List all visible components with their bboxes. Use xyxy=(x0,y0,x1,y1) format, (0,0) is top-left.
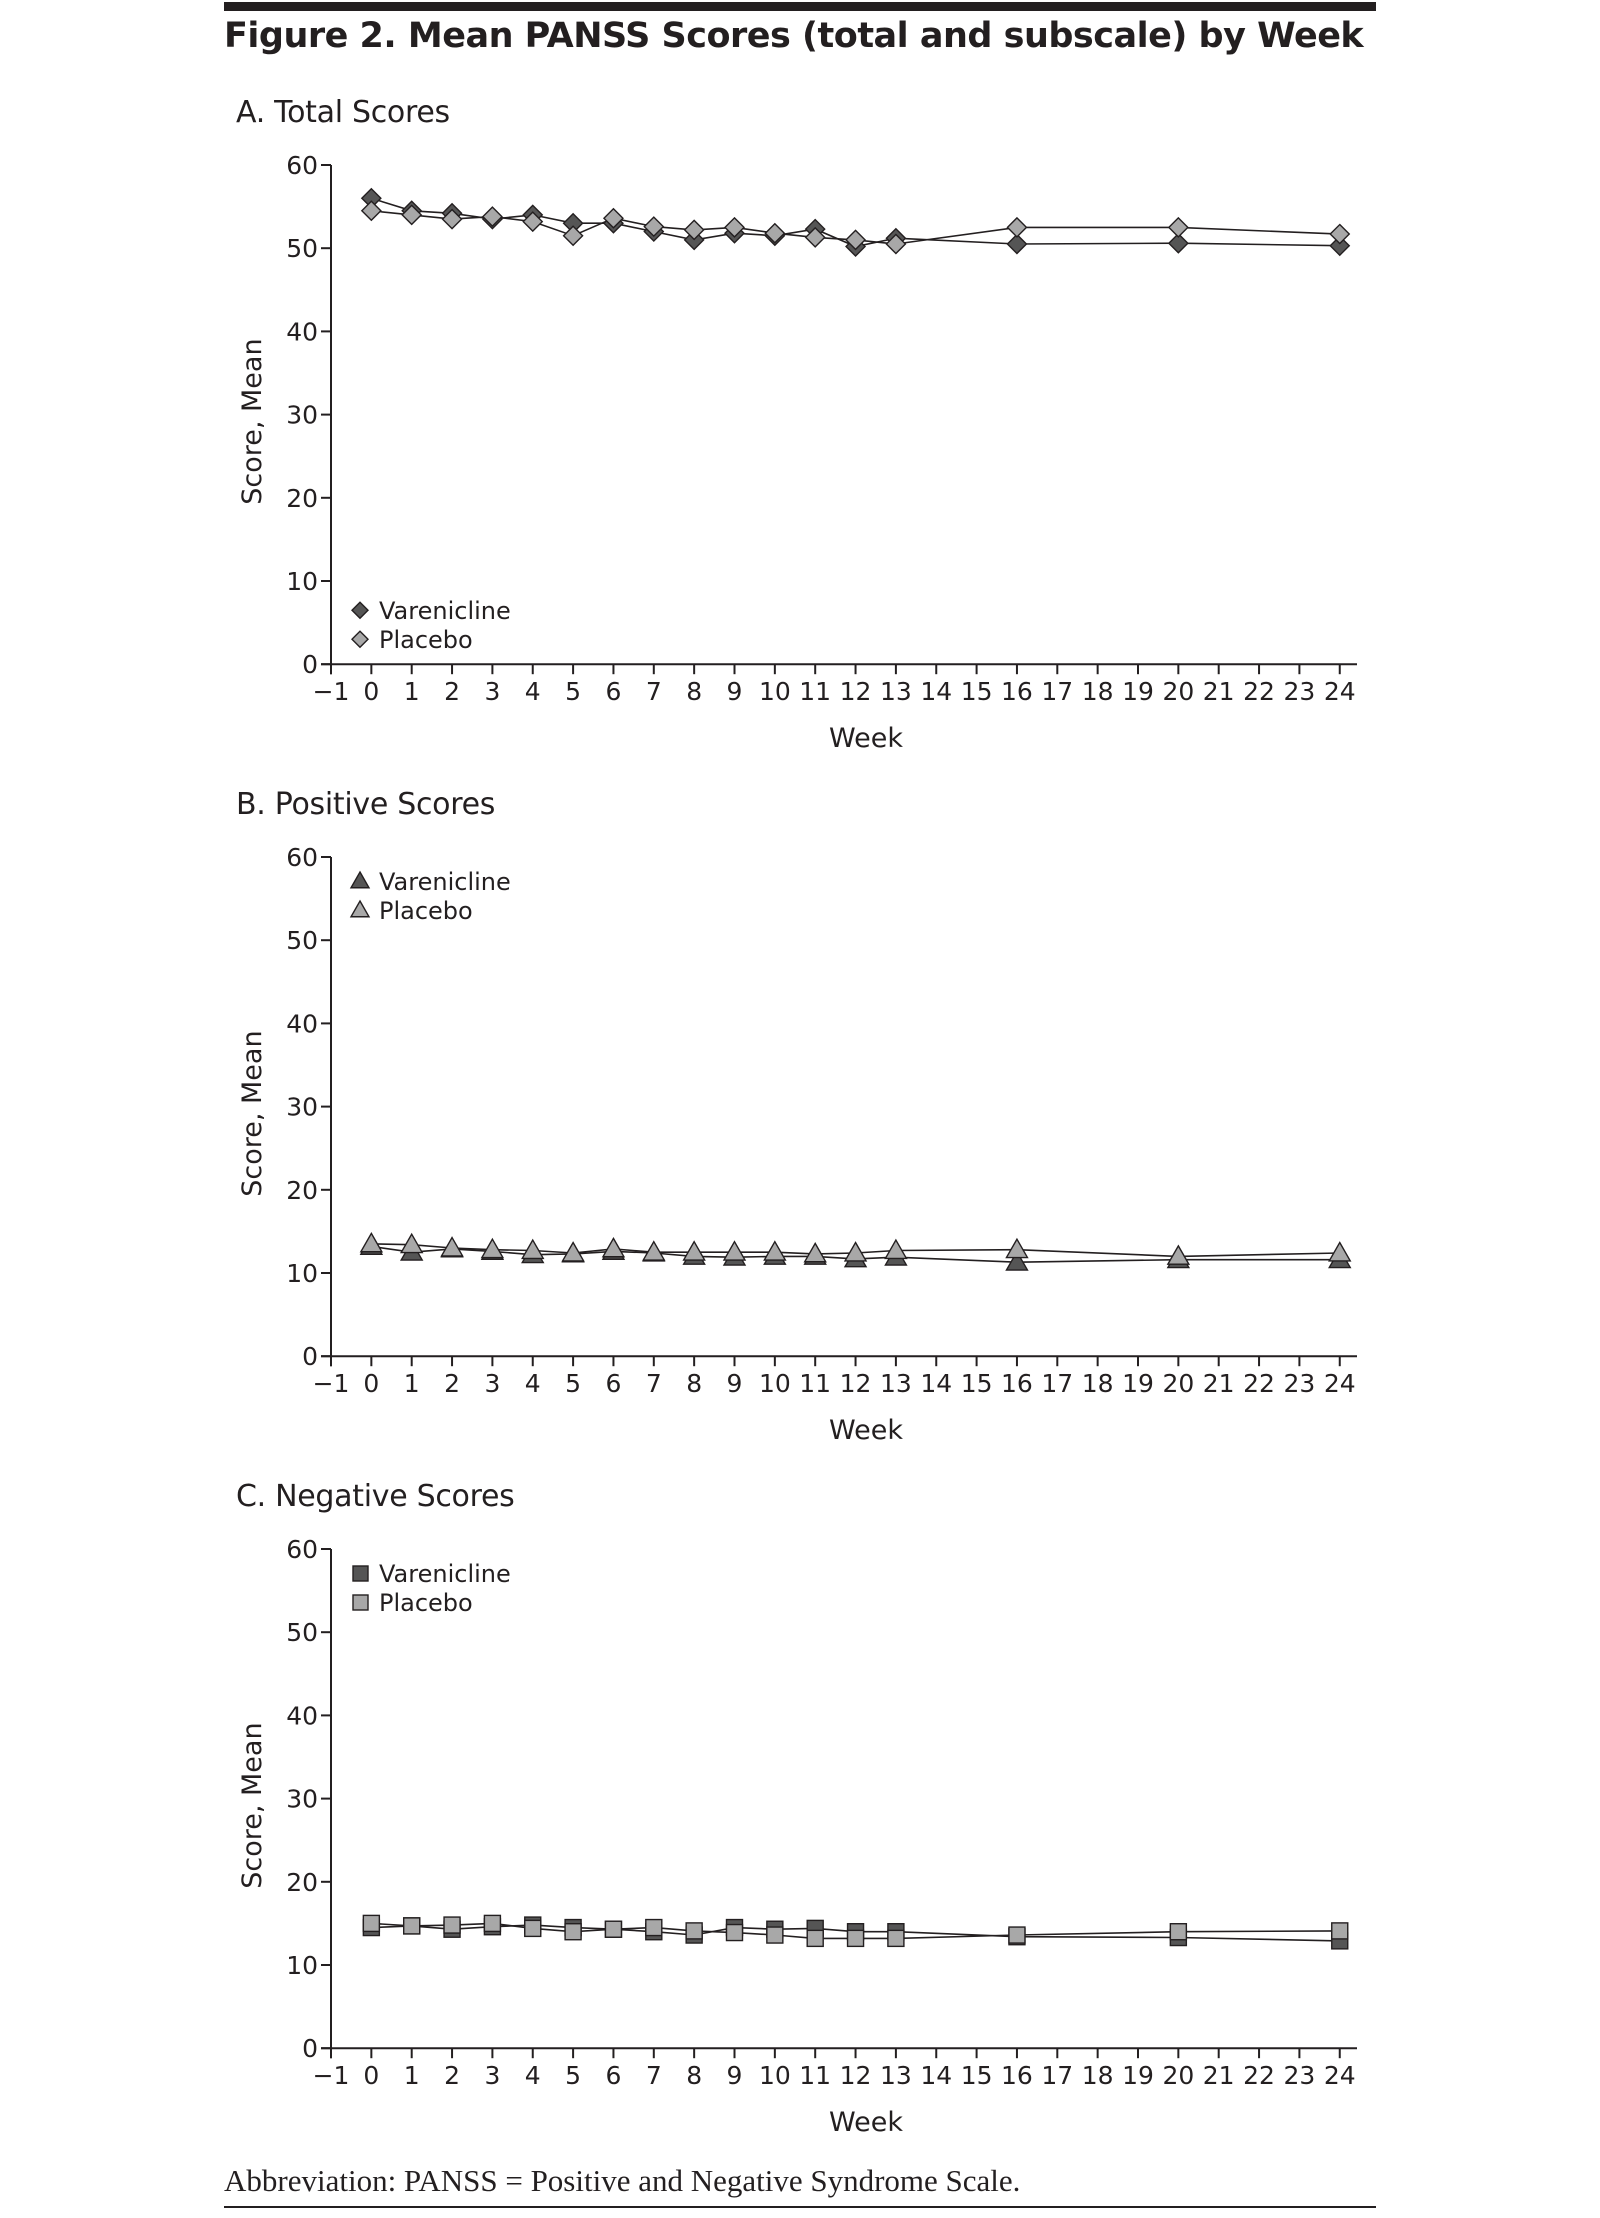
legend-panel-b xyxy=(351,868,511,925)
x-tick-label: 2 xyxy=(444,677,461,707)
x-tick-label: 10 xyxy=(758,677,791,707)
data-point-placebo xyxy=(1168,1246,1189,1264)
x-tick-label: 14 xyxy=(920,1369,953,1399)
y-tick-label: 30 xyxy=(286,1092,318,1122)
x-tick-label: 12 xyxy=(839,677,872,707)
x-tick-label: 23 xyxy=(1283,2061,1316,2091)
x-tick-label: 9 xyxy=(726,677,743,707)
x-tick-label: 4 xyxy=(524,2061,541,2091)
x-tick-label: 12 xyxy=(839,2061,872,2091)
x-tick-label: 8 xyxy=(686,677,703,707)
x-axis-label: Week xyxy=(829,1415,903,1447)
data-point-placebo xyxy=(888,1930,904,1946)
data-point-placebo xyxy=(1170,1924,1186,1940)
y-tick-label: 50 xyxy=(286,234,318,264)
y-tick-label: 0 xyxy=(302,1342,318,1372)
x-tick-label: −1 xyxy=(312,2061,350,2091)
x-tick-label: 19 xyxy=(1122,2061,1154,2091)
x-tick-label: 18 xyxy=(1081,2061,1114,2091)
x-tick-label: 11 xyxy=(799,677,832,707)
data-point-placebo xyxy=(684,1242,705,1260)
x-tick-label: 19 xyxy=(1122,677,1154,707)
legend-marker-varenicline xyxy=(351,872,369,888)
data-point-placebo xyxy=(1007,218,1026,237)
x-tick-label: 16 xyxy=(1001,2061,1033,2091)
panel-b-title: B. Positive Scores xyxy=(236,787,496,822)
x-tick-label: 1 xyxy=(403,1369,420,1399)
data-point-placebo xyxy=(724,1242,745,1260)
x-tick-label: 18 xyxy=(1081,677,1114,707)
data-point-placebo xyxy=(444,1917,460,1933)
x-tick-label: 14 xyxy=(920,2061,953,2091)
x-tick-label: −1 xyxy=(312,677,350,707)
data-point-placebo xyxy=(361,1233,382,1251)
footnote: Abbreviation: PANSS = Positive and Negative Syndrome Scale. xyxy=(224,2163,1021,2198)
data-point-placebo xyxy=(401,1234,422,1252)
legend-label-varenicline: Varenicline xyxy=(379,597,511,626)
chart-panel-c xyxy=(237,1535,1357,2138)
legend-marker-placebo xyxy=(352,631,368,647)
x-tick-label: 17 xyxy=(1041,1369,1074,1399)
x-tick-label: 23 xyxy=(1283,1369,1316,1399)
data-point-placebo xyxy=(484,1915,500,1931)
x-tick-label: 11 xyxy=(799,2061,832,2091)
x-tick-label: 1 xyxy=(403,677,420,707)
data-point-placebo xyxy=(605,1921,621,1937)
y-axis-label: Score, Mean xyxy=(237,1722,268,1889)
x-tick-label: 17 xyxy=(1041,677,1074,707)
x-tick-label: 20 xyxy=(1162,1369,1195,1399)
y-tick-label: 50 xyxy=(286,1618,318,1648)
data-point-placebo xyxy=(764,1242,785,1260)
x-tick-label: 4 xyxy=(524,1369,541,1399)
panel-c-title: C. Negative Scores xyxy=(236,1479,515,1514)
data-point-placebo xyxy=(1330,225,1349,244)
legend-panel-a xyxy=(352,597,511,654)
x-tick-label: 19 xyxy=(1122,1369,1154,1399)
data-point-placebo xyxy=(845,1243,866,1261)
chart-panel-b xyxy=(237,843,1357,1446)
x-axis-label: Week xyxy=(829,723,903,755)
legend-marker-placebo xyxy=(351,901,369,917)
data-point-placebo xyxy=(363,1915,379,1931)
legend-label-placebo: Placebo xyxy=(379,897,473,925)
y-tick-label: 0 xyxy=(302,650,318,680)
legend-label-placebo: Placebo xyxy=(379,1589,473,1617)
y-axis-label: Score, Mean xyxy=(237,1030,268,1197)
chart-panel-a xyxy=(237,151,1357,754)
data-point-placebo xyxy=(765,224,784,243)
x-tick-label: 20 xyxy=(1162,677,1195,707)
y-tick-label: 40 xyxy=(286,317,318,347)
x-tick-label: 1 xyxy=(403,2061,420,2091)
y-tick-label: 50 xyxy=(286,926,318,956)
data-point-placebo xyxy=(404,1918,420,1934)
x-tick-label: 18 xyxy=(1081,1369,1114,1399)
y-tick-label: 60 xyxy=(286,1535,318,1564)
y-tick-label: 0 xyxy=(302,2034,318,2064)
legend-panel-c xyxy=(353,1560,511,1617)
data-point-placebo xyxy=(522,1240,543,1258)
legend-marker-placebo xyxy=(353,1595,368,1610)
x-tick-label: 21 xyxy=(1202,2061,1235,2091)
x-tick-label: 15 xyxy=(960,2061,993,2091)
x-tick-label: 23 xyxy=(1283,677,1316,707)
x-tick-label: 5 xyxy=(565,2061,582,2091)
x-tick-label: 13 xyxy=(879,1369,912,1399)
x-tick-label: 14 xyxy=(920,677,953,707)
data-point-placebo xyxy=(1009,1927,1025,1943)
x-tick-label: 13 xyxy=(879,677,912,707)
data-point-placebo xyxy=(1006,1239,1027,1257)
data-point-placebo xyxy=(603,1238,624,1256)
y-tick-label: 60 xyxy=(286,843,318,872)
y-tick-label: 20 xyxy=(286,1867,318,1897)
x-tick-label: 0 xyxy=(363,1369,380,1399)
x-tick-label: 21 xyxy=(1202,1369,1235,1399)
x-tick-label: 3 xyxy=(484,2061,501,2091)
panel-a-title: A. Total Scores xyxy=(236,95,450,130)
x-tick-label: 8 xyxy=(686,1369,703,1399)
series-markers-placebo xyxy=(362,201,1349,253)
x-tick-label: 20 xyxy=(1162,2061,1195,2091)
x-tick-label: 21 xyxy=(1202,677,1235,707)
x-tick-label: 4 xyxy=(524,677,541,707)
y-tick-label: 30 xyxy=(286,1784,318,1814)
y-tick-label: 40 xyxy=(286,1701,318,1731)
y-tick-label: 10 xyxy=(286,1951,318,1980)
figure-title: Figure 2. Mean PANSS Scores (total and subscale) by Week xyxy=(224,16,1364,56)
data-point-placebo xyxy=(885,1240,906,1258)
y-tick-label: 60 xyxy=(286,151,318,180)
x-tick-label: 17 xyxy=(1041,2061,1074,2091)
data-point-placebo xyxy=(564,226,583,245)
x-tick-label: 22 xyxy=(1243,2061,1275,2091)
x-axis-label: Week xyxy=(829,2107,903,2139)
x-tick-label: 15 xyxy=(960,1369,993,1399)
x-tick-label: 3 xyxy=(484,677,501,707)
x-tick-label: 16 xyxy=(1001,1369,1033,1399)
x-tick-label: 10 xyxy=(758,2061,791,2091)
x-tick-label: 2 xyxy=(444,1369,461,1399)
x-tick-label: 6 xyxy=(605,677,622,707)
y-tick-label: 10 xyxy=(286,1259,318,1288)
x-tick-label: 24 xyxy=(1323,677,1356,707)
x-tick-label: 22 xyxy=(1243,1369,1275,1399)
y-tick-label: 30 xyxy=(286,400,318,430)
legend-label-placebo: Placebo xyxy=(379,626,473,655)
x-tick-label: 15 xyxy=(960,677,993,707)
x-tick-label: 6 xyxy=(605,2061,622,2091)
x-tick-label: 0 xyxy=(363,2061,380,2091)
x-tick-label: 7 xyxy=(645,1369,662,1399)
x-tick-label: 3 xyxy=(484,1369,501,1399)
x-tick-label: 9 xyxy=(726,1369,743,1399)
bottom-rule xyxy=(224,2206,1376,2208)
data-point-placebo xyxy=(565,1924,581,1940)
data-point-placebo xyxy=(482,1239,503,1257)
legend-label-varenicline: Varenicline xyxy=(379,868,511,896)
x-tick-label: 2 xyxy=(444,2061,461,2091)
x-tick-label: 7 xyxy=(645,2061,662,2091)
x-tick-label: 13 xyxy=(879,2061,912,2091)
x-tick-label: 6 xyxy=(605,1369,622,1399)
data-point-placebo xyxy=(646,1920,662,1936)
data-point-placebo xyxy=(767,1927,783,1943)
x-tick-label: 12 xyxy=(839,1369,872,1399)
data-point-placebo xyxy=(1169,218,1188,237)
y-tick-label: 20 xyxy=(286,1175,318,1205)
data-point-placebo xyxy=(1329,1243,1350,1261)
legend-marker-varenicline xyxy=(353,1566,368,1581)
x-tick-label: 8 xyxy=(686,2061,703,2091)
data-point-placebo xyxy=(727,1925,743,1941)
x-tick-label: 5 xyxy=(565,677,582,707)
data-point-placebo xyxy=(807,1930,823,1946)
x-tick-label: −1 xyxy=(312,1369,350,1399)
x-tick-label: 7 xyxy=(645,677,662,707)
x-tick-label: 11 xyxy=(799,1369,832,1399)
data-point-placebo xyxy=(805,1243,826,1261)
x-tick-label: 24 xyxy=(1323,2061,1356,2091)
y-axis-label: Score, Mean xyxy=(237,338,268,505)
x-tick-label: 24 xyxy=(1323,1369,1356,1399)
x-tick-label: 22 xyxy=(1243,677,1275,707)
data-point-placebo xyxy=(362,201,381,220)
data-point-placebo xyxy=(483,207,502,226)
y-tick-label: 40 xyxy=(286,1009,318,1039)
x-tick-label: 5 xyxy=(565,1369,582,1399)
y-tick-label: 20 xyxy=(286,483,318,513)
legend-label-varenicline: Varenicline xyxy=(379,1560,511,1588)
x-tick-label: 9 xyxy=(726,2061,743,2091)
data-point-placebo xyxy=(848,1930,864,1946)
x-tick-label: 16 xyxy=(1001,677,1033,707)
y-tick-label: 10 xyxy=(286,567,318,596)
x-tick-label: 10 xyxy=(758,1369,791,1399)
legend-marker-varenicline xyxy=(352,602,368,618)
data-point-placebo xyxy=(686,1923,702,1939)
x-tick-label: 0 xyxy=(363,677,380,707)
data-point-placebo xyxy=(525,1920,541,1936)
data-point-placebo xyxy=(1332,1923,1348,1939)
